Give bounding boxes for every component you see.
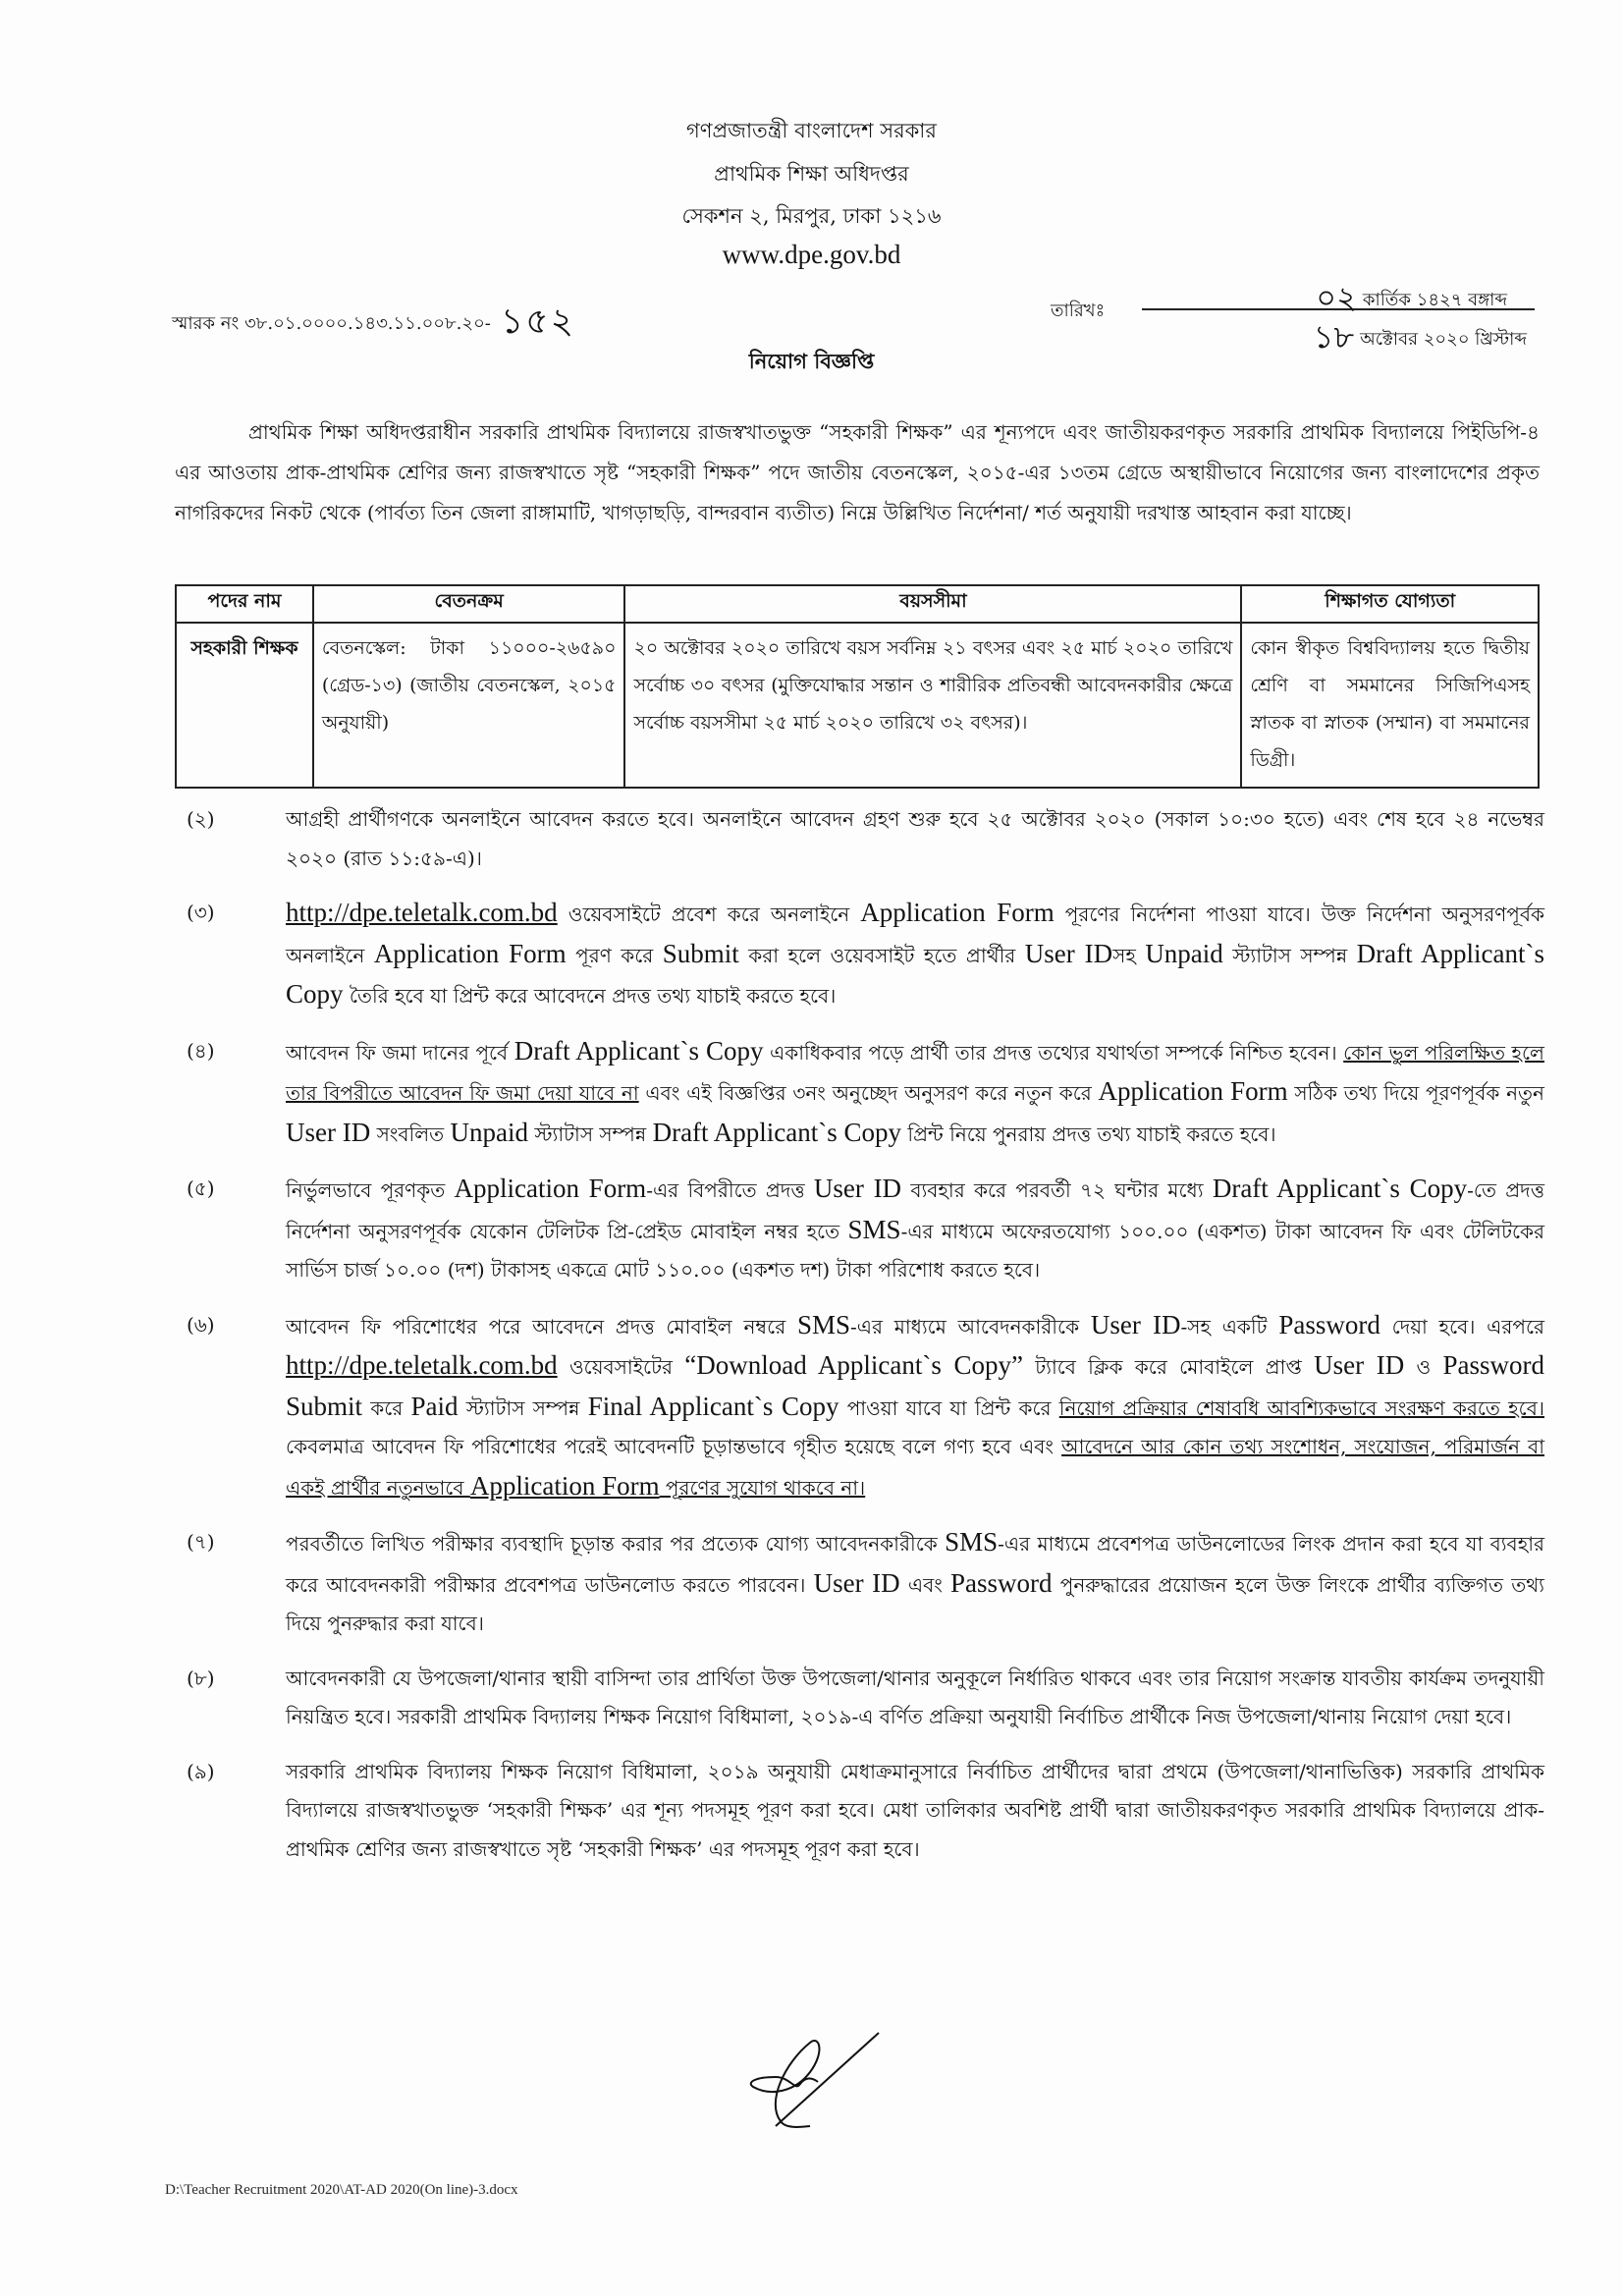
item-text-en: Draft Applicant`s Copy xyxy=(286,938,1544,1009)
item-number: (৪) xyxy=(187,1038,215,1063)
item-text-en: SMS xyxy=(796,1309,851,1339)
item-number: (৬) xyxy=(187,1312,215,1337)
item-text: ট্যাবে ক্লিক করে মোবাইলে প্রাপ্ত xyxy=(1022,1355,1315,1379)
memo-handwritten-number: ১৫২ xyxy=(500,301,576,342)
item-text: ব্যবহার করে পরবর্তী ৭২ ঘন্টার মধ্যে xyxy=(901,1178,1213,1202)
item-text: আবেদন ফি পরিশোধের পরে আবেদনে প্রদত্ত মোবাইল নম্বরে xyxy=(286,1314,797,1339)
item-text: স্ট্যাটাস সম্পন্ন xyxy=(458,1395,588,1420)
item-text: স্ট্যাটাস সম্পন্ন xyxy=(528,1121,653,1146)
file-path-footer: D:\Teacher Recruitment 2020\AT-AD 2020(On line)-3.docx xyxy=(165,2182,518,2198)
col-header-qualification: শিক্ষাগত যোগ্যতা xyxy=(1241,585,1539,623)
item-text-en: Password xyxy=(950,1567,1053,1598)
item-text: -এর মাধ্যমে অফেরতযোগ্য ১০০.০০ (একশত) টাকা আবেদন ফি এবং টেলিটকের সার্ভিস চার্জ ১০.০০ (দশ) টাকাসহ একত্রে মোট ১১০.০০ (একশত দশ) টাকা পরিশোধ করতে হবে। xyxy=(286,1219,1544,1282)
item-text-en: User ID xyxy=(1314,1350,1405,1380)
item-text: -তে প্রদত্ত নির্দেশনা অনুসরণপূর্বক যেকোন টেলিটক প্রি-প্রেইড মোবাইল নম্বর হতে xyxy=(286,1178,1544,1243)
header-address: সেকশন ২, মিরপুর, ঢাকা ১২১৬ xyxy=(681,204,942,228)
col-header-age-limit: বয়সসীমা xyxy=(624,585,1241,623)
cell-post: সহকারী শিক্ষক xyxy=(176,623,313,788)
instruction-item-4 xyxy=(175,1032,1544,1155)
header-government: গণপ্রজাতন্ত্রী বাংলাদেশ সরকার xyxy=(686,119,937,142)
item-text-en: SMS xyxy=(945,1527,999,1557)
table-header-row xyxy=(176,585,1539,623)
item-text: আবেদনকারী যে উপজেলা/থানার স্থায়ী বাসিন্দা তার প্রার্থিতা উক্ত উপজেলা/থানার অনুকূলে নির্ধারিত থাকবে এবং তার নিয়োগ সংক্রান্ত যাবতীয় কার্যক্রম তদনুযায়ী নিয়ন্ত্রিত হবে। সরকারী প্রাথমিক বিদ্যালয় শিক্ষক নিয়োগ বিধিমালা, ২০১৯-এ বর্ণিত প্রক্রিয়া অনুযায়ী নির্বাচিত প্রার্থীকে নিজ উপজেলা/থানায় নিয়োগ দেয়া হবে। xyxy=(286,1666,1544,1728)
item-text-en: User ID xyxy=(1090,1309,1181,1339)
item-text: ও xyxy=(1404,1355,1443,1379)
item-text: সরকারি প্রাথমিক বিদ্যালয় শিক্ষক নিয়োগ বিধিমালা, ২০১৯ অনুযায়ী মেধাক্রমানুসারে নির্বাচিত প্রার্থীদের দ্বারা প্রথমে (উপজেলা/থানাভিত্তিক) সরকারি প্রাথমিক বিদ্যালয়ে রাজস্বখাতভুক্ত ‘সহকারী শিক্ষক’ এর শূন্য পদসমূহ পূরণ করা হবে। মেধা তালিকার অবশিষ্ট প্রার্থী দ্বারা জাতীয়করণকৃত সরকারি প্রাথমিক বিদ্যালয়ে প্রাক-প্রাথমিক শ্রেণির জন্য রাজস্বখাতে সৃষ্ট ‘সহকারী শিক্ষক’ এর পদসমূহ পূরণ করা হবে। xyxy=(286,1759,1544,1861)
header-directorate: প্রাথমিক শিক্ষা অধিদপ্তর xyxy=(714,162,909,186)
item-text: -এর মাধ্যমে প্রবেশপত্র ডাউনলোডের লিংক প্রদান করা হবে যা ব্যবহার করে আবেদনকারী পরীক্ষার প্রবেশপত্র ডাউনলোড করতে পারবেন। xyxy=(286,1532,1544,1597)
item-text: সংবলিত xyxy=(370,1121,451,1146)
item-text: সহ xyxy=(1112,943,1146,967)
item-text: নির্ভুলভাবে পূরণকৃত xyxy=(286,1178,455,1202)
item-number: (২) xyxy=(187,807,215,831)
underlined-text: পূরণের সুযোগ থাকবে না। xyxy=(659,1475,866,1500)
underlined-text: আবেদনে আর কোন তথ্য সংশোধন, সংযোজন, পরিমার্জন বা একই প্রার্থীর নতুনভাবে xyxy=(286,1435,1544,1500)
cell-pay-scale: বেতনস্কেল: টাকা ১১০০০-২৬৫৯০ (গ্রেড-১৩) (জাতীয় বেতনস্কেল, ২০১৫ অনুযায়ী) xyxy=(313,623,625,788)
item-text: পাওয়া যাবে যা প্রিন্ট করে xyxy=(839,1395,1059,1420)
item-text-en: Application Form xyxy=(454,1174,647,1203)
instruction-list xyxy=(175,800,1544,1885)
item-text: পরবর্তীতে লিখিত পরীক্ষার ব্যবস্থাদি চূড়ান্ত করার পর প্রত্যেক যোগ্য আবেদনকারীকে xyxy=(286,1532,946,1556)
instruction-item-9 xyxy=(175,1753,1544,1870)
item-text-en: Draft Applicant`s Copy xyxy=(1212,1174,1468,1203)
item-text-en: Draft Applicant`s Copy xyxy=(514,1035,764,1066)
date-bangla xyxy=(1139,273,1537,316)
item-text: তৈরি হবে যা প্রিন্ট করে আবেদনে প্রদত্ত তথ্য যাচাই করতে হবে। xyxy=(343,984,837,1008)
instruction-item-7 xyxy=(175,1523,1544,1644)
item-text: সঠিক তথ্য দিয়ে পূরণপূর্বক নতুন xyxy=(1287,1081,1544,1105)
item-text: পুনরুদ্ধারের প্রয়োজন হলে উক্ত লিংকে প্রার্থীর ব্যক্তিগত তথ্য দিয়ে পুনরুদ্ধার করা যাবে। xyxy=(286,1572,1544,1635)
item-text: প্রিন্ট নিয়ে পুনরায় প্রদত্ত তথ্য যাচাই করতে হবে। xyxy=(901,1121,1276,1146)
teletalk-link[interactable]: http://dpe.teletalk.com.bd xyxy=(286,898,558,927)
underlined-text: কোন ভুল পরিলক্ষিত হলে তার বিপরীতে আবেদন ফি জমা দেয়া যাবে না xyxy=(286,1040,1544,1105)
item-text: -এর মাধ্যমে আবেদনকারীকে xyxy=(850,1314,1091,1339)
item-text-en: Submit xyxy=(662,938,739,968)
instruction-item-3 xyxy=(175,894,1544,1016)
item-text: পূরণ করে xyxy=(566,943,663,967)
item-text-en: User ID xyxy=(813,1174,902,1203)
item-text: আবেদন ফি জমা দানের পূর্বে xyxy=(286,1040,514,1065)
item-text: করে xyxy=(362,1395,411,1420)
item-text-en: Application Form xyxy=(373,938,567,968)
item-text-en: “Download Applicant`s Copy” xyxy=(684,1350,1023,1380)
item-text: -সহ একটি xyxy=(1180,1314,1279,1339)
date-bangla-day: ০২ xyxy=(1316,279,1357,316)
col-header-post: পদের নাম xyxy=(176,585,313,623)
intro-paragraph: প্রাথমিক শিক্ষা অধিদপ্তরাধীন সরকারি প্রাথমিক বিদ্যালয়ে রাজস্বখাতভুক্ত “সহকারী শিক্ষক” এর শূন্যপদে এবং জাতীয়করণকৃত সরকারি প্রাথমিক বিদ্যালয়ে পিইডিপি-৪ এর আওতায় প্রাক-প্রাথমিক শ্রেণির জন্য রাজস্বখাতে সৃষ্ট “সহকারী শিক্ষক” পদে জাতীয় বেতনস্কেল, ২০১৫-এর ১৩তম গ্রেডে অস্থায়ীভাবে নিয়োগের জন্য বাংলাদেশের প্রকৃত নাগরিকদের নিকট থেকে (পার্বত্য তিন জেলা রাঙ্গামাটি, খাগড়াছড়ি, বান্দরবান ব্যতীত) নিম্নে উল্লিখিত নির্দেশনা/ শর্ত অনুযায়ী দরখাস্ত আহবান করা যাচ্ছে। xyxy=(175,420,1540,524)
signature-icon xyxy=(741,2023,889,2131)
item-number: (৫) xyxy=(187,1176,215,1200)
item-text: দেয়া হবে। এরপরে xyxy=(1380,1314,1544,1339)
date-bangla-month-year: কার্তিক ১৪২৭ বঙ্গাব্দ xyxy=(1362,290,1507,310)
item-text-en: Draft Applicant`s Copy xyxy=(652,1117,902,1147)
item-text: -এর বিপরীতে প্রদত্ত xyxy=(646,1178,814,1202)
item-text-en: Password Submit xyxy=(286,1350,1544,1421)
instruction-item-6 xyxy=(175,1306,1544,1508)
item-text-en: Unpaid xyxy=(450,1117,529,1147)
underlined-text: নিয়োগ প্রক্রিয়ার শেষাবধি আবশ্যিকভাবে সংরক্ষণ করতে হবে। xyxy=(1058,1395,1544,1420)
instruction-item-2 xyxy=(175,800,1544,878)
vacancy-table xyxy=(175,584,1540,789)
item-text: কেবলমাত্র আবেদন ফি পরিশোধের পরেই আবেদনটি চূড়ান্তভাবে গৃহীত হয়েছে বলে গণ্য হবে এবং xyxy=(286,1435,1062,1458)
document-title: নিয়োগ বিজ্ঞপ্তি xyxy=(748,349,875,373)
header-website[interactable]: www.dpe.gov.bd xyxy=(722,240,901,269)
item-number: (৭) xyxy=(187,1530,215,1554)
date-english-day: ১৮ xyxy=(1313,318,1355,355)
item-text: আগ্রহী প্রার্থীগণকে অনলাইনে আবেদন করতে হবে। অনলাইনে আবেদন গ্রহণ শুরু হবে ২৫ অক্টোবর ২০২০ (সকাল ১০:৩০ হতে) এবং শেষ হবে ২৪ নভেম্বর ২০২০ (রাত ১১:৫৯-এ)। xyxy=(286,807,1544,870)
item-text-en: Password xyxy=(1278,1309,1380,1339)
date-english-month-year: অক্টোবর ২০২০ খ্রিস্টাব্দ xyxy=(1360,329,1527,350)
table-row xyxy=(176,623,1539,788)
col-header-pay-scale: বেতনক্রম xyxy=(313,585,625,623)
item-text-en: Application Form xyxy=(1098,1076,1288,1106)
item-text: ওয়েবসাইটের xyxy=(557,1355,685,1379)
cell-qualification: কোন স্বীকৃত বিশ্ববিদ্যালয় হতে দ্বিতীয় শ্রেণি বা সমমানের সিজিপিএসহ স্নাতক বা স্নাতক (সম্মান) বা সমমানের ডিগ্রী। xyxy=(1241,623,1539,788)
item-text: এবং এই বিজ্ঞপ্তির ৩নং অনুচ্ছেদ অনুসরণ করে নতুন করে xyxy=(638,1081,1099,1105)
item-text: এবং xyxy=(899,1572,951,1597)
instruction-item-8 xyxy=(175,1660,1544,1737)
item-text: স্ট্যাটাস সম্পন্ন xyxy=(1222,943,1357,967)
item-number: (৮) xyxy=(187,1666,215,1690)
teletalk-link[interactable]: http://dpe.teletalk.com.bd xyxy=(286,1350,558,1380)
item-text: পূরণের নির্দেশনা পাওয়া যাবে। উক্ত নির্দেশনা অনুসরণপূর্বক অনলাইনে xyxy=(286,902,1544,967)
item-text: একাধিকবার পড়ে প্রার্থী তার প্রদত্ত তথ্যের যথার্থতা সম্পর্কে নিশ্চিত হবেন। xyxy=(763,1040,1344,1065)
item-text-en: Application Form xyxy=(860,898,1055,927)
memo-number xyxy=(172,295,575,354)
instruction-item-5 xyxy=(175,1170,1544,1290)
item-text-en: Final Applicant`s Copy xyxy=(587,1391,839,1421)
item-text: ওয়েবসাইটে প্রবেশ করে অনলাইনে xyxy=(557,902,861,926)
date-label: তারিখঃ xyxy=(1051,301,1106,321)
item-text-en: Paid xyxy=(410,1391,459,1421)
item-number: (৯) xyxy=(187,1759,215,1783)
underlined-text-en: Application Form xyxy=(469,1470,660,1501)
item-number: (৩) xyxy=(187,901,215,924)
item-text-en: User ID xyxy=(813,1567,900,1598)
memo-label: স্মারক নং ৩৮.০১.০০০০.১৪৩.১১.০০৮.২০- xyxy=(172,313,491,334)
cell-age-limit: ২০ অক্টোবর ২০২০ তারিখে বয়স সর্বনিম্ন ২১ বৎসর এবং ২৫ মার্চ ২০২০ তারিখে সর্বোচ্চ ৩০ বৎসর (মুক্তিযোদ্ধার সন্তান ও শারীরিক প্রতিবন্ধী আবেদনকারীর ক্ষেত্রে সর্বোচ্চ বয়সসীমা ২৫ মার্চ ২০২০ তারিখে ৩২ বৎসর)। xyxy=(624,623,1241,788)
item-text-en: User ID xyxy=(1024,938,1113,968)
item-text-en: SMS xyxy=(847,1214,901,1244)
item-text-en: User ID xyxy=(286,1117,371,1147)
item-text: করা হলে ওয়েবসাইট হতে প্রার্থীর xyxy=(738,943,1025,967)
item-text-en: Unpaid xyxy=(1145,938,1223,968)
